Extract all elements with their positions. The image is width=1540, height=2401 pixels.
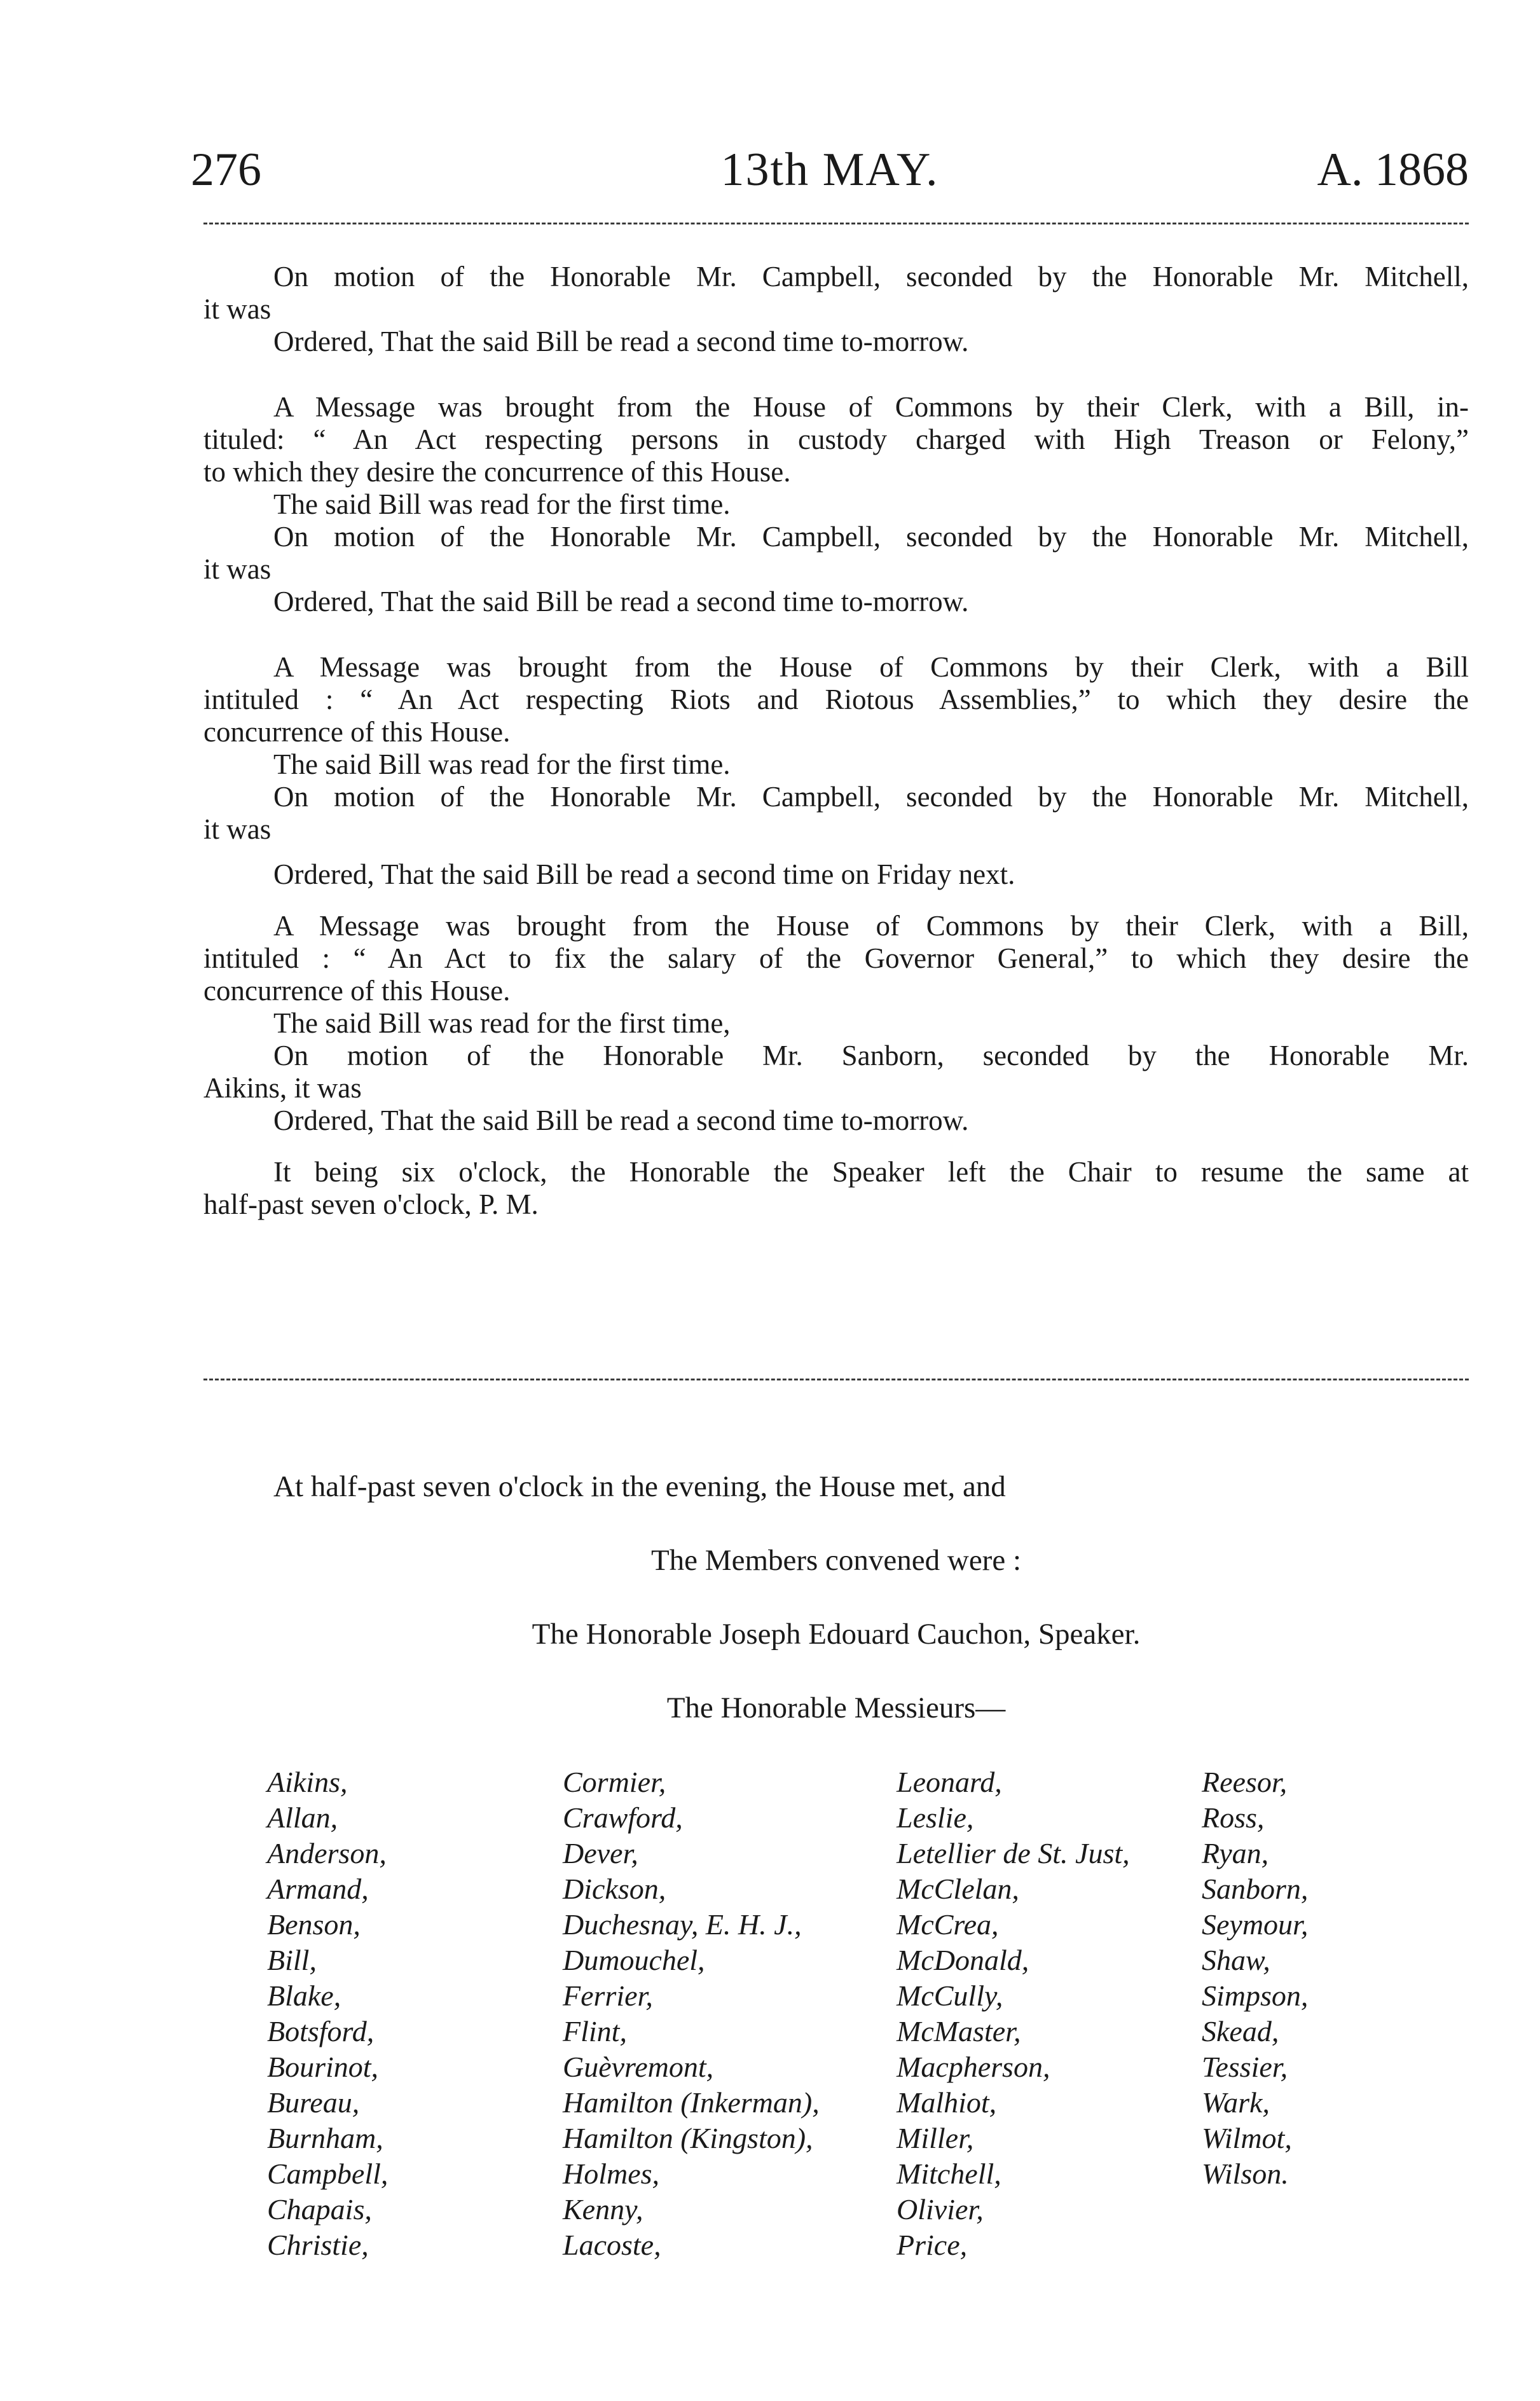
member-name: Armand,: [267, 1873, 369, 1905]
message-line: A Message was brought from the House of Commons by their Clerk, with a Bill,: [273, 910, 1469, 942]
member-name: Ferrier,: [563, 1979, 653, 2012]
read-line: The said Bill was read for the first time.: [273, 488, 731, 520]
message-line: intituled : “ An Act to fix the salary of the Governor General,” to which they desire the: [203, 942, 1469, 974]
member-name: Flint,: [563, 2015, 627, 2047]
read-line: The said Bill was read for the first time.: [273, 748, 731, 780]
member-name: McClelan,: [897, 1873, 1019, 1905]
member-name: Seymour,: [1202, 1908, 1309, 1941]
page-header: [191, 143, 1469, 200]
member-name: Holmes,: [563, 2157, 660, 2190]
member-name: McDonald,: [897, 1944, 1029, 1976]
member-name: Bureau,: [267, 2086, 360, 2119]
motion-line: On motion of the Honorable Mr. Sanborn, seconded by the Honorable Mr.: [273, 1040, 1469, 1071]
member-name: Ryan,: [1202, 1837, 1269, 1869]
member-name: Letellier de St. Just,: [897, 1837, 1130, 1869]
member-name: McMaster,: [897, 2015, 1021, 2047]
read-line: The said Bill was read for the first time,: [273, 1007, 731, 1039]
order-line: Ordered, That the said Bill be read a second time to-morrow.: [273, 586, 969, 617]
page-date: 13th MAY.: [720, 144, 939, 196]
order-line: Ordered, That the said Bill be read a second time to-morrow.: [273, 326, 969, 357]
section-rule: [203, 1379, 1469, 1380]
member-name: Miller,: [897, 2122, 974, 2154]
evening-session: [203, 1469, 1469, 1726]
member-name: Dickson,: [563, 1873, 666, 1905]
member-name: Allan,: [267, 1801, 338, 1834]
message-line: tituled: “ An Act respecting persons in custody charged with High Treason or Felony,”: [203, 423, 1469, 455]
member-name: Botsford,: [267, 2015, 375, 2047]
page-number: 276: [191, 144, 261, 196]
member-name: Malhiot,: [897, 2086, 997, 2119]
member-name: Kenny,: [563, 2193, 643, 2226]
member-name: Hamilton (Inkerman),: [563, 2086, 820, 2119]
member-name: Aikins,: [267, 1766, 348, 1798]
member-name: Christie,: [267, 2229, 369, 2261]
member-name: Tessier,: [1202, 2051, 1288, 2083]
member-name: Anderson,: [267, 1837, 387, 1869]
member-name: Macpherson,: [897, 2051, 1050, 2083]
members-column-2: [563, 1765, 820, 2263]
member-name: Campbell,: [267, 2157, 388, 2190]
member-name: Bourinot,: [267, 2051, 379, 2083]
member-name: Leslie,: [897, 1801, 974, 1834]
member-name: McCully,: [897, 1979, 1003, 2012]
member-name: Dumouchel,: [563, 1944, 705, 1976]
motion-line: On motion of the Honorable Mr. Campbell, seconded by the Honorable Mr. Mitchell,: [273, 781, 1469, 813]
member-name: Skead,: [1202, 2015, 1279, 2047]
member-name: Ross,: [1202, 1801, 1265, 1834]
session-opening: At half-past seven o'clock in the evening, the House met, and: [273, 1470, 1006, 1503]
member-name: Hamilton (Kingston),: [563, 2122, 813, 2154]
member-name: Crawford,: [563, 1801, 683, 1834]
members-convened: The Members convened were :: [650, 1544, 1022, 1577]
member-name: Blake,: [267, 1979, 341, 2012]
order-line: Ordered, That the said Bill be read a second time on Friday next.: [273, 858, 1015, 890]
member-name: Wark,: [1202, 2086, 1270, 2119]
member-name: Guèvremont,: [563, 2051, 714, 2083]
page-year: A. 1868: [1317, 144, 1469, 196]
member-name: Wilmot,: [1202, 2122, 1292, 2154]
member-name: Duchesnay, E. H. J.,: [563, 1908, 802, 1941]
motion-line: it was: [203, 813, 272, 845]
proceedings: [203, 261, 1469, 1221]
members-column-3: [897, 1765, 1130, 2263]
member-name: Reesor,: [1202, 1766, 1288, 1798]
member-name: Leonard,: [897, 1766, 1002, 1798]
member-name: Price,: [897, 2229, 968, 2261]
member-name: Wilson.: [1202, 2157, 1289, 2190]
message-line: A Message was brought from the House of Commons by their Clerk, with a Bill, in-: [273, 391, 1469, 423]
member-name: Sanborn,: [1202, 1873, 1309, 1905]
message-line: concurrence of this House.: [203, 716, 511, 748]
header-rule: [203, 223, 1469, 224]
member-name: Olivier,: [897, 2193, 984, 2226]
adjournment-line: It being six o'clock, the Honorable the Speaker left the Chair to resume the same at: [273, 1156, 1469, 1188]
member-name: Lacoste,: [563, 2229, 661, 2261]
message-line: A Message was brought from the House of Commons by their Clerk, with a Bill: [273, 651, 1469, 683]
motion-line: On motion of the Honorable Mr. Campbell, seconded by the Honorable Mr. Mitchell,: [273, 521, 1469, 553]
motion-line: it was: [203, 293, 272, 325]
messieurs-heading: The Honorable Messieurs—: [666, 1691, 1006, 1724]
member-name: McCrea,: [897, 1908, 999, 1941]
members-column-4: [1202, 1765, 1308, 2192]
member-name: Shaw,: [1202, 1944, 1270, 1976]
member-name: Bill,: [267, 1944, 317, 1976]
order-line: Ordered, That the said Bill be read a second time to-morrow.: [273, 1104, 969, 1136]
member-name: Simpson,: [1202, 1979, 1309, 2012]
motion-line: Aikins, it was: [203, 1072, 362, 1104]
message-line: to which they desire the concurrence of this House.: [203, 456, 791, 488]
member-name: Cormier,: [563, 1766, 666, 1798]
motion-line: it was: [203, 553, 272, 585]
members-column-1: [267, 1765, 388, 2263]
member-name: Benson,: [267, 1908, 361, 1941]
member-name: Dever,: [563, 1837, 638, 1869]
motion-line: On motion of the Honorable Mr. Campbell, seconded by the Honorable Mr. Mitchell,: [273, 261, 1469, 292]
member-name: Chapais,: [267, 2193, 372, 2226]
message-line: concurrence of this House.: [203, 975, 511, 1007]
member-name: Burnham,: [267, 2122, 383, 2154]
message-line: intituled : “ An Act respecting Riots and Riotous Assemblies,” to which they desire the: [203, 684, 1469, 715]
member-name: Mitchell,: [897, 2157, 1001, 2190]
speaker-line: The Honorable Joseph Edouard Cauchon, Speaker.: [532, 1618, 1141, 1651]
adjournment-line: half-past seven o'clock, P. M.: [203, 1188, 539, 1220]
